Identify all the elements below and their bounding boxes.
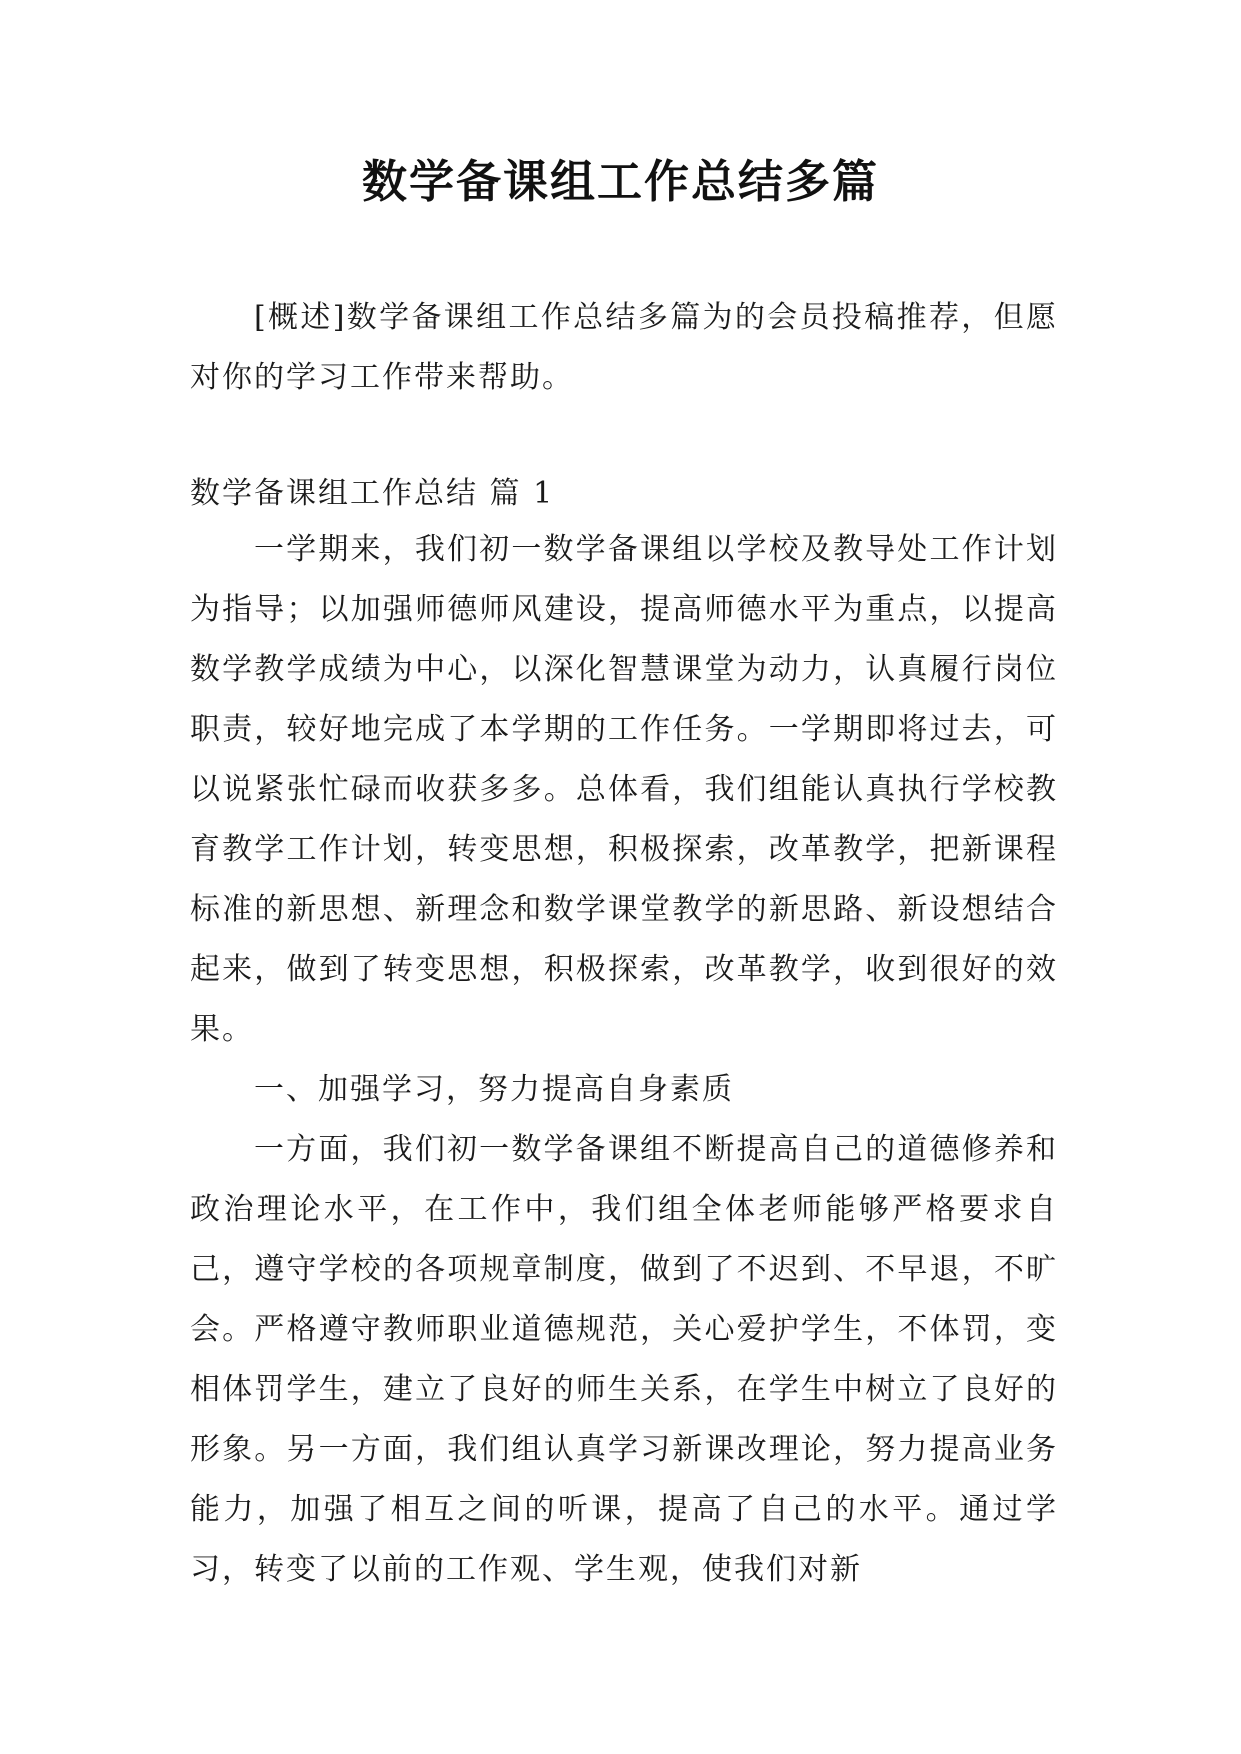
summary-paragraph: [概述]数学备课组工作总结多篇为的会员投稿推荐，但愿对你的学习工作带来帮助。 xyxy=(190,300,1058,395)
section-heading: 数学备课组工作总结 篇 1 xyxy=(190,476,555,511)
subsection-heading: 一、加强学习，努力提高自身素质 xyxy=(254,1072,734,1107)
body-paragraph: 一学期来，我们初一数学备课组以学校及教导处工作计划为指导；以加强师德师风建设，提高师德水平为重点，以提高数学教学成绩为中心，以深化智慧课堂为动力，认真履行岗位职责，较好地完成了本学期的工作任务。一学期即将过去，可以说紧张忙碌而收获多多。总体看，我们组能认真执行学校教育教学工作计划，转变思想，积极探索，改革教学，把新课程标准的新思想、新理念和数学课堂教学的新思路、新设想结合起来，做到了转变思想，积极探索，改革教学，收到很好的效果。 xyxy=(190,532,1058,1047)
document-title: 数学备课组工作总结多篇 xyxy=(361,155,879,208)
body-paragraph: 一方面，我们初一数学备课组不断提高自己的道德修养和政治理论水平，在工作中，我们组全体老师能够严格要求自己，遵守学校的各项规章制度，做到了不迟到、不早退，不旷会。严格遵守教师职业道德规范，关心爱护学生，不体罚，变相体罚学生，建立了良好的师生关系，在学生中树立了良好的形象。另一方面，我们组认真学习新课改理论，努力提高业务能力，加强了相互之间的听课，提高了自己的水平。通过学习，转变了以前的工作观、学生观，使我们对新 xyxy=(190,1132,1058,1587)
section-content xyxy=(190,520,1058,1600)
section-heading-block xyxy=(190,464,1058,524)
summary-block xyxy=(190,288,1058,408)
